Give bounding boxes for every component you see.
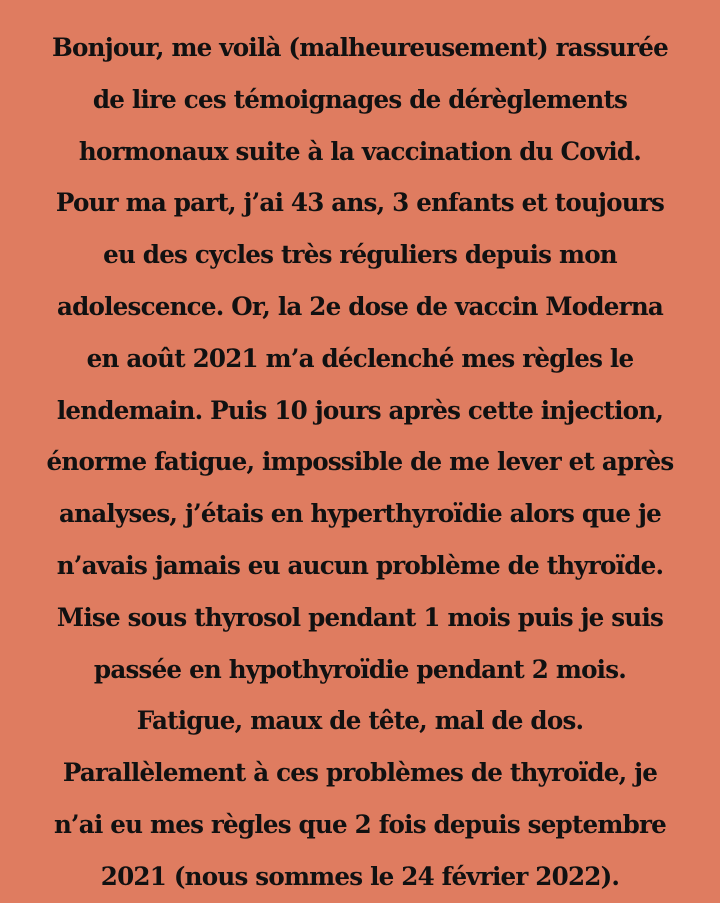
testimony-line: Fatigue, maux de tête, mal de dos. bbox=[136, 706, 584, 736]
testimony-line: n’avais jamais eu aucun problème de thyroïde. bbox=[56, 550, 664, 580]
testimony-line: 2021 (nous sommes le 24 février 2022). bbox=[100, 861, 620, 891]
testimony-line: Mise sous thyrosol pendant 1 mois puis je suis bbox=[56, 602, 664, 632]
testimony-line: Parallèlement à ces problèmes de thyroïde, je bbox=[62, 758, 658, 788]
testimony-line: analyses, j’étais en hyperthyroïdie alors que je bbox=[59, 499, 661, 529]
testimony-line: de lire ces témoignages de dérèglements bbox=[92, 84, 628, 114]
testimony-line: énorme fatigue, impossible de me lever et après bbox=[46, 447, 674, 477]
testimony-text bbox=[0, 22, 720, 903]
testimony-line: adolescence. Or, la 2e dose de vaccin Moderna bbox=[56, 291, 664, 321]
testimony-line: eu des cycles très réguliers depuis mon bbox=[103, 240, 617, 270]
testimony-line: en août 2021 m’a déclenché mes règles le bbox=[86, 343, 634, 373]
testimony-line: passée en hypothyroïdie pendant 2 mois. bbox=[93, 654, 627, 684]
testimony-line: hormonaux suite à la vaccination du Covid. bbox=[78, 136, 642, 166]
testimony-line: Pour ma part, j’ai 43 ans, 3 enfants et toujours bbox=[55, 188, 665, 218]
testimony-line: n’ai eu mes règles que 2 fois depuis septembre bbox=[53, 809, 667, 839]
testimony-line: lendemain. Puis 10 jours après cette injection, bbox=[56, 395, 664, 425]
testimony-line: Bonjour, me voilà (malheureusement) rassurée bbox=[52, 33, 668, 62]
